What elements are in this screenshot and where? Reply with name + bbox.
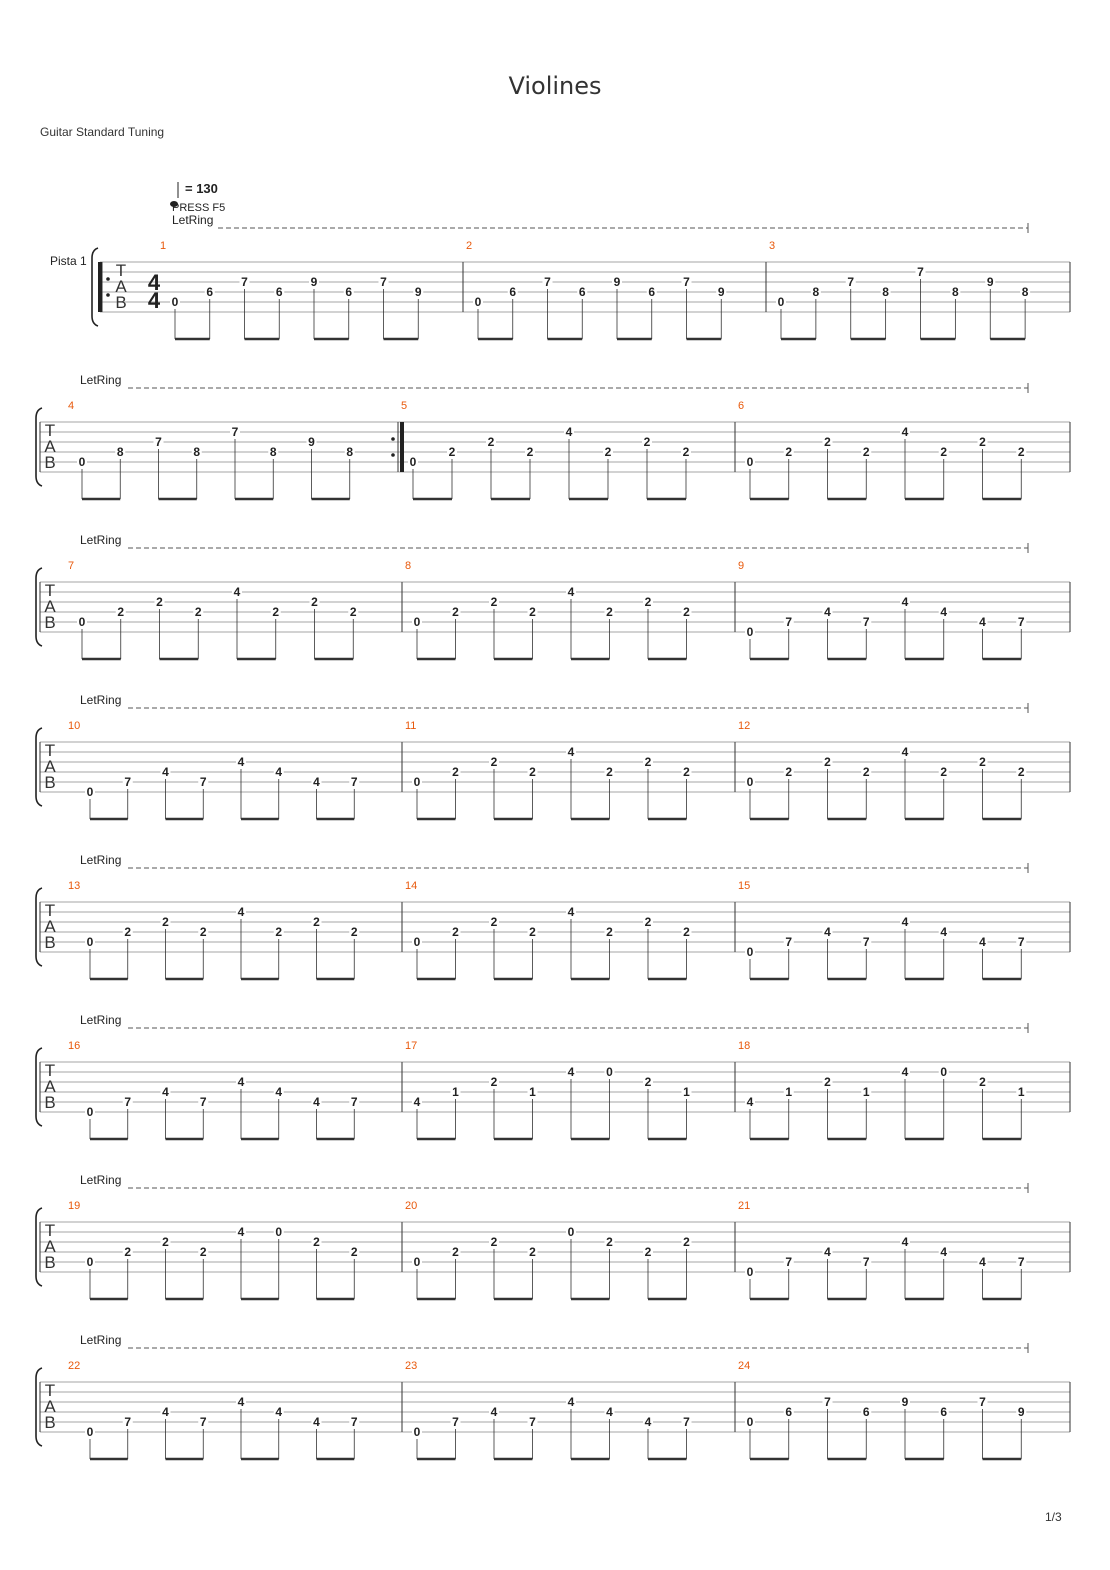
fret-number: 4 bbox=[313, 1095, 320, 1109]
tab-clef-letter: A bbox=[44, 757, 56, 776]
fret-number: 8 bbox=[812, 285, 820, 299]
fret-number: 7 bbox=[350, 1095, 358, 1109]
fret-number: 4 bbox=[979, 1255, 986, 1269]
measure-number: 15 bbox=[738, 880, 751, 892]
fret-number: 2 bbox=[643, 435, 651, 449]
system-bracket bbox=[36, 1048, 42, 1126]
fret-number: 7 bbox=[124, 1415, 132, 1429]
fret-number: 9 bbox=[986, 275, 994, 289]
measure-number: 1 bbox=[160, 240, 167, 252]
fret-number: 7 bbox=[199, 775, 207, 789]
fret-number: 2 bbox=[199, 1245, 207, 1259]
fret-number: 4 bbox=[644, 1415, 652, 1429]
tab-clef-letter: T bbox=[44, 741, 56, 760]
fret-number: 9 bbox=[414, 285, 422, 299]
fret-number: 4 bbox=[824, 925, 831, 939]
fret-number: 2 bbox=[490, 595, 498, 609]
tab-clef-letter: A bbox=[44, 1397, 56, 1416]
fret-number: 2 bbox=[275, 925, 283, 939]
tab-clef-letter: T bbox=[44, 1221, 56, 1240]
fret-number: 2 bbox=[606, 1235, 613, 1249]
fret-number: 9 bbox=[308, 435, 315, 449]
fret-number: 0 bbox=[86, 785, 94, 799]
fret-number: 0 bbox=[567, 1225, 575, 1239]
fret-number: 4 bbox=[824, 1245, 831, 1259]
fret-number: 0 bbox=[606, 1065, 613, 1079]
fret-number: 0 bbox=[413, 935, 421, 949]
tab-clef-letter: A bbox=[44, 437, 56, 456]
fret-number: 9 bbox=[310, 275, 318, 289]
fret-number: 0 bbox=[86, 935, 94, 949]
fret-number: 1 bbox=[529, 1085, 536, 1099]
tab-clef-letter: T bbox=[44, 581, 56, 600]
tab-clef-letter: T bbox=[44, 901, 56, 920]
fret-number: 2 bbox=[313, 915, 320, 929]
tab-clef-letter: T bbox=[44, 421, 56, 440]
fret-number: 7 bbox=[785, 1255, 793, 1269]
fret-number: 2 bbox=[490, 1075, 498, 1089]
tempo-marking: = 130 bbox=[185, 181, 218, 196]
fret-number: 2 bbox=[606, 605, 613, 619]
fret-number: 0 bbox=[171, 295, 179, 309]
fret-number: 7 bbox=[1017, 1255, 1025, 1269]
fret-number: 4 bbox=[313, 775, 320, 789]
tab-clef-letter: A bbox=[44, 597, 56, 616]
tuning-label: Guitar Standard Tuning bbox=[40, 125, 165, 139]
fret-number: 2 bbox=[785, 445, 793, 459]
fret-number: 2 bbox=[824, 1075, 831, 1089]
let-ring-label: LetRing bbox=[80, 853, 122, 867]
repeat-dot bbox=[106, 277, 110, 281]
fret-number: 0 bbox=[78, 455, 86, 469]
measure-number: 20 bbox=[405, 1200, 418, 1212]
measure-number: 4 bbox=[68, 400, 75, 412]
measure-number: 9 bbox=[738, 560, 745, 572]
fret-number: 7 bbox=[1017, 615, 1025, 629]
fret-number: 7 bbox=[124, 1095, 132, 1109]
tab-clef-letter: T bbox=[115, 261, 127, 280]
tab-clef-letter: A bbox=[44, 1237, 56, 1256]
fret-number: 4 bbox=[237, 1225, 245, 1239]
measure-number: 24 bbox=[738, 1360, 751, 1372]
fret-number: 2 bbox=[683, 1235, 690, 1249]
fret-number: 0 bbox=[746, 775, 754, 789]
fret-number: 4 bbox=[901, 745, 909, 759]
fret-number: 6 bbox=[940, 1405, 948, 1419]
fret-number: 9 bbox=[1017, 1405, 1025, 1419]
fret-number: 7 bbox=[683, 1415, 690, 1429]
fret-number: 2 bbox=[526, 445, 534, 459]
fret-number: 2 bbox=[940, 765, 948, 779]
fret-number: 1 bbox=[785, 1085, 793, 1099]
fret-number: 0 bbox=[275, 1225, 283, 1239]
fret-number: 7 bbox=[979, 1395, 986, 1409]
repeat-dot bbox=[106, 293, 110, 297]
fret-number: 7 bbox=[862, 1255, 870, 1269]
fret-number: 0 bbox=[409, 455, 417, 469]
fret-number: 4 bbox=[237, 1075, 245, 1089]
fret-number: 9 bbox=[717, 285, 725, 299]
fret-number: 2 bbox=[683, 925, 690, 939]
fret-number: 2 bbox=[156, 595, 163, 609]
fret-number: 2 bbox=[683, 765, 690, 779]
fret-number: 0 bbox=[746, 1265, 754, 1279]
fret-number: 7 bbox=[529, 1415, 536, 1429]
fret-number: 7 bbox=[683, 275, 690, 289]
measure-number: 14 bbox=[405, 880, 418, 892]
fret-number: 8 bbox=[193, 445, 201, 459]
fret-number: 2 bbox=[979, 435, 986, 449]
fret-number: 2 bbox=[644, 1245, 652, 1259]
track-name-label: Pista 1 bbox=[50, 254, 87, 268]
fret-number: 6 bbox=[578, 285, 586, 299]
fret-number: 0 bbox=[746, 945, 754, 959]
measure-number: 7 bbox=[68, 560, 75, 572]
fret-number: 2 bbox=[124, 925, 132, 939]
fret-number: 2 bbox=[117, 605, 125, 619]
fret-number: 2 bbox=[162, 1235, 169, 1249]
fret-number: 2 bbox=[604, 445, 612, 459]
tab-clef-letter: B bbox=[44, 453, 56, 472]
system-bracket bbox=[36, 728, 42, 806]
fret-number: 2 bbox=[979, 1075, 986, 1089]
fret-number: 4 bbox=[940, 605, 948, 619]
measure-number: 3 bbox=[769, 240, 776, 252]
page-number: 1/3 bbox=[1045, 1510, 1062, 1524]
fret-number: 0 bbox=[474, 295, 482, 309]
fret-number: 7 bbox=[350, 1415, 358, 1429]
tab-clef-letter: B bbox=[44, 613, 56, 632]
fret-number: 2 bbox=[606, 925, 613, 939]
fret-number: 0 bbox=[746, 625, 754, 639]
fret-number: 4 bbox=[979, 935, 986, 949]
fret-number: 2 bbox=[682, 445, 690, 459]
fret-number: 8 bbox=[1021, 285, 1029, 299]
fret-number: 4 bbox=[565, 425, 573, 439]
fret-number: 4 bbox=[606, 1405, 613, 1419]
fret-number: 8 bbox=[269, 445, 277, 459]
measure-number: 12 bbox=[738, 720, 751, 732]
fret-number: 2 bbox=[452, 1245, 459, 1259]
fret-number: 2 bbox=[529, 605, 536, 619]
fret-number: 2 bbox=[862, 765, 870, 779]
fret-number: 7 bbox=[544, 275, 551, 289]
fret-number: 2 bbox=[487, 435, 495, 449]
fret-number: 4 bbox=[313, 1415, 320, 1429]
fret-number: 0 bbox=[413, 775, 421, 789]
fret-number: 0 bbox=[86, 1425, 94, 1439]
fret-number: 6 bbox=[509, 285, 517, 299]
measure-number: 13 bbox=[68, 880, 81, 892]
fret-number: 6 bbox=[862, 1405, 870, 1419]
fret-number: 2 bbox=[490, 755, 498, 769]
score-title: Violines bbox=[508, 72, 602, 100]
fret-number: 4 bbox=[940, 1245, 948, 1259]
fret-number: 2 bbox=[644, 1075, 652, 1089]
tab-clef-letter: T bbox=[44, 1381, 56, 1400]
measure-number: 11 bbox=[405, 720, 417, 732]
fret-number: 4 bbox=[567, 905, 575, 919]
fret-number: 2 bbox=[452, 925, 459, 939]
fret-number: 1 bbox=[683, 1085, 690, 1099]
fret-number: 2 bbox=[644, 595, 652, 609]
fret-number: 2 bbox=[529, 765, 536, 779]
fret-number: 2 bbox=[490, 915, 498, 929]
let-ring-label: LetRing bbox=[80, 1333, 122, 1347]
fret-number: 6 bbox=[345, 285, 353, 299]
fret-number: 4 bbox=[567, 1065, 575, 1079]
fret-number: 7 bbox=[199, 1095, 207, 1109]
measure-number: 17 bbox=[405, 1040, 418, 1052]
fret-number: 7 bbox=[824, 1395, 831, 1409]
fret-number: 2 bbox=[606, 765, 613, 779]
measure-number: 10 bbox=[68, 720, 81, 732]
fret-number: 2 bbox=[199, 925, 207, 939]
tab-clef-letter: B bbox=[44, 1413, 56, 1432]
system-bracket bbox=[36, 1368, 42, 1446]
time-signature-numerator: 4 bbox=[147, 270, 161, 295]
measure-number: 6 bbox=[738, 400, 745, 412]
fret-number: 2 bbox=[644, 915, 652, 929]
fret-number: 4 bbox=[901, 1065, 909, 1079]
fret-number: 4 bbox=[567, 745, 575, 759]
fret-number: 4 bbox=[490, 1405, 498, 1419]
fret-number: 2 bbox=[448, 445, 456, 459]
measure-number: 2 bbox=[466, 240, 473, 252]
fret-number: 7 bbox=[862, 935, 870, 949]
fret-number: 4 bbox=[901, 425, 909, 439]
fret-number: 7 bbox=[155, 435, 162, 449]
tab-clef-letter: B bbox=[44, 1093, 56, 1112]
fret-number: 2 bbox=[350, 925, 358, 939]
system-bracket bbox=[36, 568, 42, 646]
measure-number: 5 bbox=[401, 400, 408, 412]
fret-number: 8 bbox=[116, 445, 124, 459]
let-ring-label: LetRing bbox=[80, 533, 122, 547]
let-ring-label: LetRing bbox=[80, 693, 122, 707]
time-signature-denominator: 4 bbox=[147, 288, 161, 313]
fret-number: 0 bbox=[746, 455, 754, 469]
tab-clef-letter: B bbox=[44, 933, 56, 952]
fret-number: 7 bbox=[380, 275, 387, 289]
fret-number: 1 bbox=[1017, 1085, 1025, 1099]
fret-number: 7 bbox=[241, 275, 248, 289]
fret-number: 1 bbox=[452, 1085, 459, 1099]
fret-number: 9 bbox=[613, 275, 621, 289]
fret-number: 0 bbox=[413, 1255, 421, 1269]
fret-number: 4 bbox=[162, 1085, 169, 1099]
system-bracket bbox=[92, 248, 98, 326]
fret-number: 4 bbox=[233, 585, 241, 599]
fret-number: 4 bbox=[413, 1095, 421, 1109]
fret-number: 7 bbox=[785, 935, 793, 949]
fret-number: 4 bbox=[901, 915, 909, 929]
fret-number: 2 bbox=[124, 1245, 132, 1259]
fret-number: 7 bbox=[917, 265, 924, 279]
measure-number: 19 bbox=[68, 1200, 81, 1212]
fret-number: 2 bbox=[311, 595, 318, 609]
tab-clef-letter: A bbox=[115, 277, 127, 296]
tab-clef-letter: A bbox=[44, 1077, 56, 1096]
measure-number: 23 bbox=[405, 1360, 418, 1372]
fret-number: 8 bbox=[952, 285, 959, 299]
fret-number: 2 bbox=[162, 915, 169, 929]
fret-number: 2 bbox=[349, 605, 357, 619]
fret-number: 4 bbox=[237, 1395, 245, 1409]
tab-clef-letter: B bbox=[115, 293, 127, 312]
fret-number: 4 bbox=[824, 605, 831, 619]
fret-number: 6 bbox=[785, 1405, 793, 1419]
fret-number: 6 bbox=[206, 285, 214, 299]
fret-number: 2 bbox=[862, 445, 870, 459]
fret-number: 0 bbox=[78, 615, 86, 629]
fret-number: 2 bbox=[683, 605, 690, 619]
fret-number: 7 bbox=[350, 775, 358, 789]
fret-number: 2 bbox=[824, 755, 831, 769]
fret-number: 4 bbox=[275, 1085, 283, 1099]
fret-number: 2 bbox=[452, 605, 459, 619]
fret-number: 2 bbox=[785, 765, 793, 779]
fret-number: 0 bbox=[777, 295, 785, 309]
fret-number: 0 bbox=[413, 1425, 421, 1439]
fret-number: 8 bbox=[346, 445, 354, 459]
fret-number: 1 bbox=[862, 1085, 870, 1099]
fret-number: 2 bbox=[452, 765, 459, 779]
fret-number: 7 bbox=[785, 615, 793, 629]
fret-number: 7 bbox=[452, 1415, 459, 1429]
fret-number: 0 bbox=[86, 1105, 94, 1119]
fret-number: 0 bbox=[746, 1415, 754, 1429]
fret-number: 7 bbox=[862, 615, 870, 629]
fret-number: 4 bbox=[237, 755, 245, 769]
fret-number: 2 bbox=[1017, 765, 1025, 779]
fret-number: 6 bbox=[275, 285, 283, 299]
tab-clef-letter: T bbox=[44, 1061, 56, 1080]
tab-clef-letter: B bbox=[44, 773, 56, 792]
fret-number: 4 bbox=[275, 1405, 283, 1419]
let-ring-label: LetRing bbox=[80, 373, 122, 387]
fret-number: 0 bbox=[86, 1255, 94, 1269]
measure-number: 21 bbox=[738, 1200, 751, 1212]
measure-number: 8 bbox=[405, 560, 412, 572]
let-ring-label: LetRing bbox=[80, 1173, 122, 1187]
fret-number: 2 bbox=[940, 445, 948, 459]
fret-number: 4 bbox=[940, 925, 948, 939]
system-bracket bbox=[36, 888, 42, 966]
fret-number: 0 bbox=[413, 615, 421, 629]
fret-number: 2 bbox=[644, 755, 652, 769]
fret-number: 9 bbox=[901, 1395, 909, 1409]
tab-clef-letter: A bbox=[44, 917, 56, 936]
repeat-dot bbox=[391, 453, 395, 457]
fret-number: 4 bbox=[901, 595, 909, 609]
fret-number: 8 bbox=[882, 285, 889, 299]
fret-number: 2 bbox=[979, 755, 986, 769]
fret-number: 2 bbox=[272, 605, 280, 619]
fret-number: 6 bbox=[648, 285, 656, 299]
fret-number: 4 bbox=[162, 765, 169, 779]
fret-number: 7 bbox=[1017, 935, 1025, 949]
measure-number: 18 bbox=[738, 1040, 751, 1052]
fret-number: 0 bbox=[940, 1065, 948, 1079]
repeat-dot bbox=[391, 437, 395, 441]
fret-number: 2 bbox=[350, 1245, 358, 1259]
fret-number: 2 bbox=[529, 1245, 536, 1259]
fret-number: 7 bbox=[199, 1415, 207, 1429]
marker-label: PRESS F5 bbox=[172, 202, 226, 214]
fret-number: 7 bbox=[231, 425, 239, 439]
fret-number: 4 bbox=[567, 585, 575, 599]
fret-number: 4 bbox=[746, 1095, 754, 1109]
fret-number: 2 bbox=[194, 605, 202, 619]
fret-number: 7 bbox=[847, 275, 855, 289]
fret-number: 2 bbox=[1017, 445, 1025, 459]
fret-number: 7 bbox=[124, 775, 132, 789]
fret-number: 4 bbox=[275, 765, 283, 779]
fret-number: 4 bbox=[979, 615, 986, 629]
let-ring-label: LetRing bbox=[80, 1013, 122, 1027]
system-bracket bbox=[36, 1208, 42, 1286]
measure-number: 22 bbox=[68, 1360, 81, 1372]
let-ring-label: LetRing bbox=[172, 213, 214, 227]
fret-number: 4 bbox=[162, 1405, 169, 1419]
fret-number: 2 bbox=[824, 435, 831, 449]
measure-number: 16 bbox=[68, 1040, 81, 1052]
fret-number: 2 bbox=[490, 1235, 498, 1249]
fret-number: 4 bbox=[237, 905, 245, 919]
fret-number: 4 bbox=[901, 1235, 909, 1249]
tab-clef-letter: B bbox=[44, 1253, 56, 1272]
fret-number: 2 bbox=[529, 925, 536, 939]
fret-number: 2 bbox=[313, 1235, 320, 1249]
system-bracket bbox=[36, 408, 42, 486]
fret-number: 4 bbox=[567, 1395, 575, 1409]
